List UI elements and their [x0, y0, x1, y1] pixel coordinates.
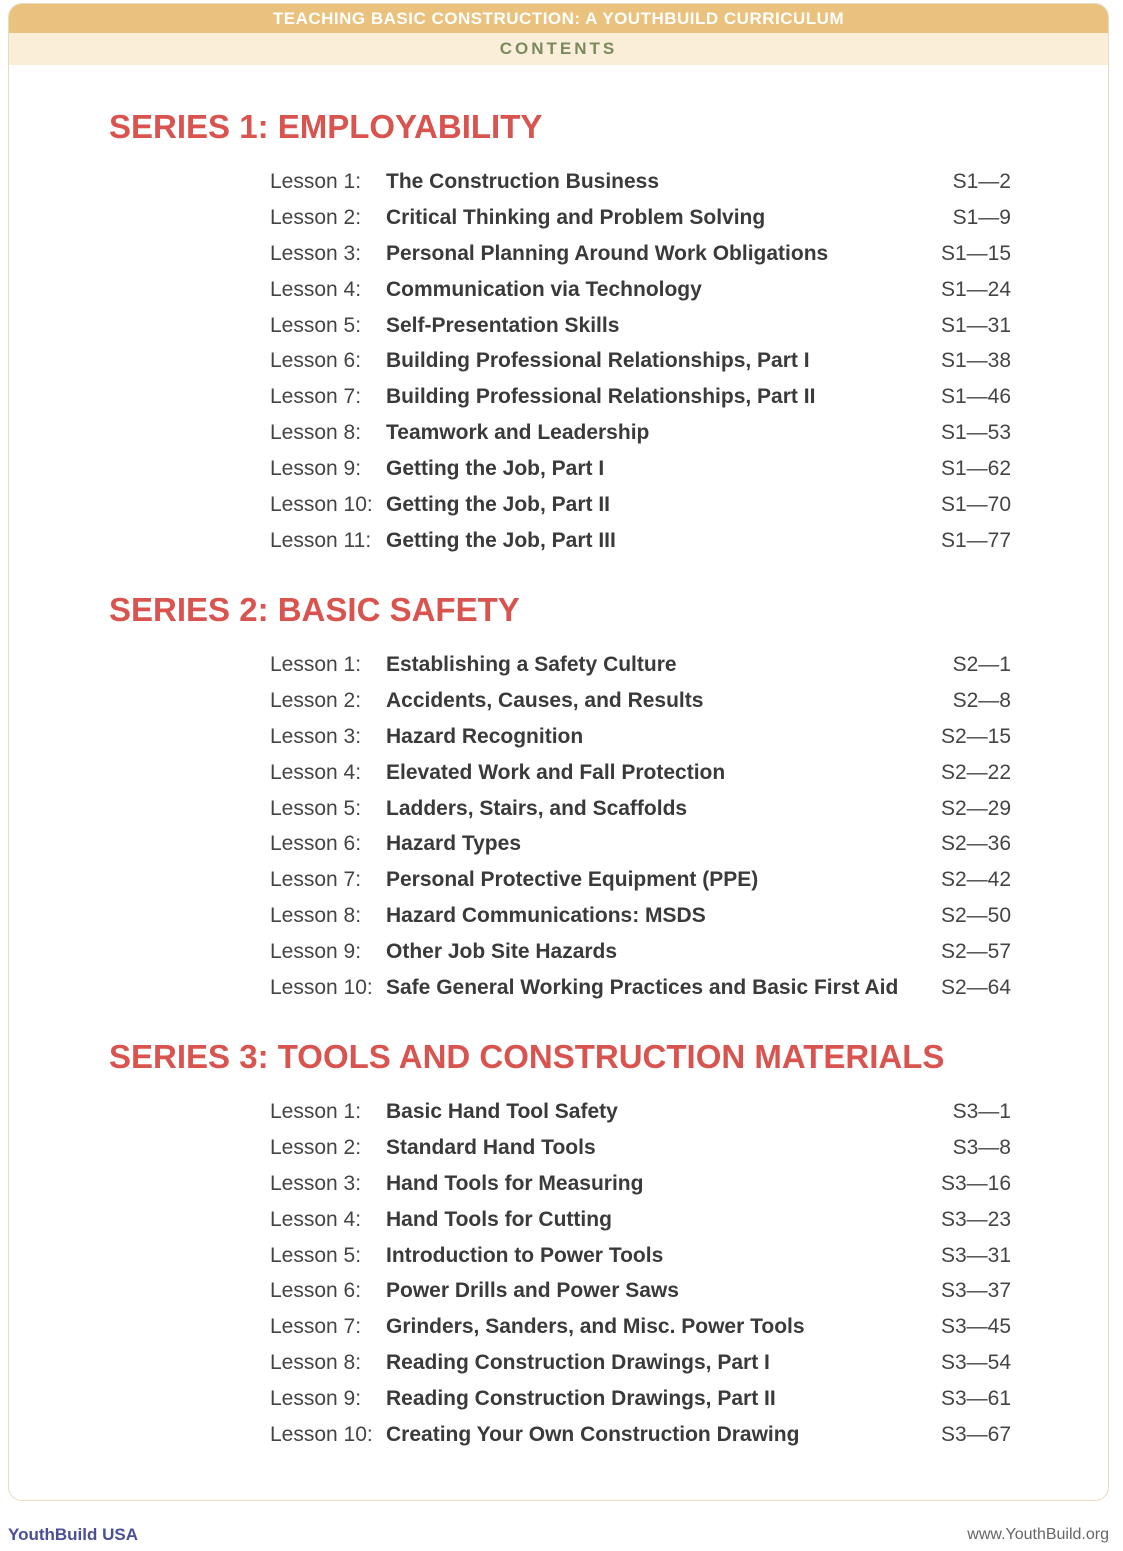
lesson-number: Lesson 11: — [270, 528, 372, 552]
series-3-lesson-list — [270, 1094, 1011, 1453]
lesson-page: S3—8 — [952, 1135, 1011, 1159]
lesson-number: Lesson 9: — [270, 1387, 362, 1411]
toc-entry[interactable] — [270, 647, 1011, 683]
lesson-title: Safe General Working Practices and Basic First Aid — [386, 975, 899, 999]
lesson-title: Personal Protective Equipment (PPE) — [386, 868, 759, 892]
toc-entry[interactable] — [270, 1202, 1011, 1238]
lesson-title: Teamwork and Leadership — [386, 421, 650, 445]
lesson-page: S2—29 — [940, 796, 1011, 820]
toc-entry[interactable] — [270, 755, 1011, 791]
lesson-number: Lesson 2: — [270, 688, 362, 712]
series-1-title: SERIES 1: EMPLOYABILITY — [109, 108, 543, 145]
lesson-page: S1—15 — [940, 241, 1011, 265]
lesson-page: S1—53 — [940, 421, 1011, 445]
lesson-page: S2—1 — [952, 652, 1011, 676]
lesson-number: Lesson 3: — [270, 241, 362, 265]
lesson-page: S3—23 — [940, 1207, 1011, 1231]
lesson-title: Building Professional Relationships, Part II — [386, 385, 816, 409]
lesson-title: Personal Planning Around Work Obligations — [386, 241, 829, 265]
toc-entry[interactable] — [270, 1417, 1011, 1453]
toc-entry[interactable] — [270, 683, 1011, 719]
lesson-page: S3—67 — [940, 1422, 1011, 1446]
lesson-title: Other Job Site Hazards — [386, 940, 618, 964]
toc-entry[interactable] — [270, 451, 1011, 487]
lesson-title: Hazard Communications: MSDS — [386, 904, 706, 928]
lesson-number: Lesson 5: — [270, 1243, 362, 1267]
lesson-number: Lesson 1: — [270, 169, 362, 193]
series-2-lesson-list — [270, 647, 1011, 1006]
lesson-title: Hazard Recognition — [386, 724, 584, 748]
lesson-number: Lesson 8: — [270, 1351, 362, 1375]
lesson-title: Reading Construction Drawings, Part II — [386, 1387, 776, 1411]
lesson-number: Lesson 5: — [270, 313, 362, 337]
toc-entry[interactable] — [270, 308, 1011, 344]
lesson-title: Standard Hand Tools — [386, 1135, 596, 1159]
lesson-number: Lesson 9: — [270, 457, 362, 481]
toc-entry[interactable] — [270, 1381, 1011, 1417]
lesson-number: Lesson 7: — [270, 1315, 362, 1339]
lesson-page: S3—16 — [940, 1171, 1011, 1195]
lesson-title: Getting the Job, Part II — [386, 492, 611, 516]
lesson-title: Building Professional Relationships, Part I — [386, 349, 810, 373]
lesson-title: Ladders, Stairs, and Scaffolds — [386, 796, 688, 820]
lesson-page: S2—50 — [940, 904, 1011, 928]
toc-entry[interactable] — [270, 1166, 1011, 1202]
lesson-title: Introduction to Power Tools — [386, 1243, 664, 1267]
lesson-page: S2—8 — [952, 688, 1011, 712]
toc-entry[interactable] — [270, 1309, 1011, 1345]
toc-entry[interactable] — [270, 487, 1011, 523]
lesson-number: Lesson 7: — [270, 385, 362, 409]
lesson-number: Lesson 9: — [270, 940, 362, 964]
lesson-title: Getting the Job, Part III — [386, 528, 616, 552]
lesson-title: Hand Tools for Cutting — [386, 1207, 612, 1231]
lesson-number: Lesson 10: — [270, 492, 373, 516]
lesson-page: S1—70 — [940, 492, 1011, 516]
toc-entry[interactable] — [270, 826, 1011, 862]
series-3-title: SERIES 3: TOOLS AND CONSTRUCTION MATERIALS — [109, 1038, 945, 1075]
lesson-title: Self-Presentation Skills — [386, 313, 620, 337]
lesson-page: S2—57 — [940, 940, 1011, 964]
lesson-page: S2—15 — [940, 724, 1011, 748]
lesson-number: Lesson 6: — [270, 349, 362, 373]
lesson-page: S1—9 — [952, 205, 1011, 229]
lesson-title: Hazard Types — [386, 832, 521, 856]
toc-entry[interactable] — [270, 415, 1011, 451]
lesson-number: Lesson 3: — [270, 1171, 362, 1195]
lesson-number: Lesson 3: — [270, 724, 362, 748]
toc-entry[interactable] — [270, 379, 1011, 415]
lesson-number: Lesson 7: — [270, 868, 362, 892]
toc-entry[interactable] — [270, 164, 1011, 200]
lesson-page: S3—37 — [940, 1279, 1011, 1303]
lesson-page: S1—77 — [940, 528, 1011, 552]
toc-entry[interactable] — [270, 343, 1011, 379]
series-1-lesson-list — [270, 164, 1011, 559]
lesson-title: The Construction Business — [386, 169, 660, 193]
lesson-number: Lesson 8: — [270, 421, 362, 445]
lesson-page: S2—42 — [940, 868, 1011, 892]
lesson-title: Hand Tools for Measuring — [386, 1171, 644, 1195]
toc-entry[interactable] — [270, 272, 1011, 308]
lesson-page: S1—62 — [940, 457, 1011, 481]
lesson-title: Critical Thinking and Problem Solving — [386, 205, 766, 229]
toc-entry[interactable] — [270, 934, 1011, 970]
toc-entry[interactable] — [270, 862, 1011, 898]
toc-entry[interactable] — [270, 1345, 1011, 1381]
lesson-page: S3—45 — [940, 1315, 1011, 1339]
toc-entry[interactable] — [270, 200, 1011, 236]
lesson-title: Getting the Job, Part I — [386, 457, 605, 481]
lesson-number: Lesson 4: — [270, 1207, 362, 1231]
footer-url[interactable]: www.YouthBuild.org — [967, 1526, 1109, 1543]
toc-entry[interactable] — [270, 1238, 1011, 1274]
header-banner: TEACHING BASIC CONSTRUCTION: A YOUTHBUILD CURRICULUM — [9, 4, 1108, 33]
lesson-title: Creating Your Own Construction Drawing — [386, 1422, 800, 1446]
lesson-number: Lesson 2: — [270, 1135, 362, 1159]
toc-entry[interactable] — [270, 1130, 1011, 1166]
lesson-page: S2—36 — [940, 832, 1011, 856]
lesson-page: S3—1 — [952, 1099, 1011, 1123]
lesson-number: Lesson 4: — [270, 760, 362, 784]
lesson-number: Lesson 10: — [270, 1422, 373, 1446]
series-2-title: SERIES 2: BASIC SAFETY — [109, 591, 520, 628]
lesson-page: S1—46 — [940, 385, 1011, 409]
lesson-title: Establishing a Safety Culture — [386, 652, 677, 676]
lesson-title: Accidents, Causes, and Results — [386, 688, 704, 712]
toc-entry[interactable] — [270, 236, 1011, 272]
lesson-page: S3—61 — [940, 1387, 1011, 1411]
toc-entry[interactable] — [270, 791, 1011, 827]
lesson-number: Lesson 10: — [270, 975, 373, 999]
lesson-title: Reading Construction Drawings, Part I — [386, 1351, 770, 1375]
lesson-title: Basic Hand Tool Safety — [386, 1099, 618, 1123]
page-frame — [8, 3, 1109, 1501]
lesson-number: Lesson 4: — [270, 277, 362, 301]
lesson-number: Lesson 8: — [270, 904, 362, 928]
lesson-page: S2—22 — [940, 760, 1011, 784]
lesson-page: S3—31 — [940, 1243, 1011, 1267]
lesson-title: Communication via Technology — [386, 277, 702, 301]
lesson-page: S1—38 — [940, 349, 1011, 373]
lesson-title: Power Drills and Power Saws — [386, 1279, 679, 1303]
lesson-page: S3—54 — [940, 1351, 1011, 1375]
lesson-page: S2—64 — [940, 975, 1011, 999]
lesson-title: Elevated Work and Fall Protection — [386, 760, 726, 784]
toc-entry[interactable] — [270, 898, 1011, 934]
lesson-page: S1—24 — [940, 277, 1011, 301]
toc-entry[interactable] — [270, 1273, 1011, 1309]
lesson-number: Lesson 1: — [270, 652, 362, 676]
footer-brand: YouthBuild USA — [8, 1525, 138, 1544]
lesson-number: Lesson 5: — [270, 796, 362, 820]
toc-entry[interactable] — [270, 719, 1011, 755]
toc-entry[interactable] — [270, 1094, 1011, 1130]
lesson-number: Lesson 6: — [270, 1279, 362, 1303]
lesson-number: Lesson 2: — [270, 205, 362, 229]
lesson-title: Grinders, Sanders, and Misc. Power Tools — [386, 1315, 805, 1339]
lesson-page: S1—31 — [940, 313, 1011, 337]
lesson-page: S1—2 — [952, 169, 1011, 193]
lesson-number: Lesson 1: — [270, 1099, 362, 1123]
toc-entry[interactable] — [270, 523, 1011, 559]
lesson-number: Lesson 6: — [270, 832, 362, 856]
contents-heading: CONTENTS — [9, 33, 1108, 65]
toc-entry[interactable] — [270, 970, 1011, 1006]
